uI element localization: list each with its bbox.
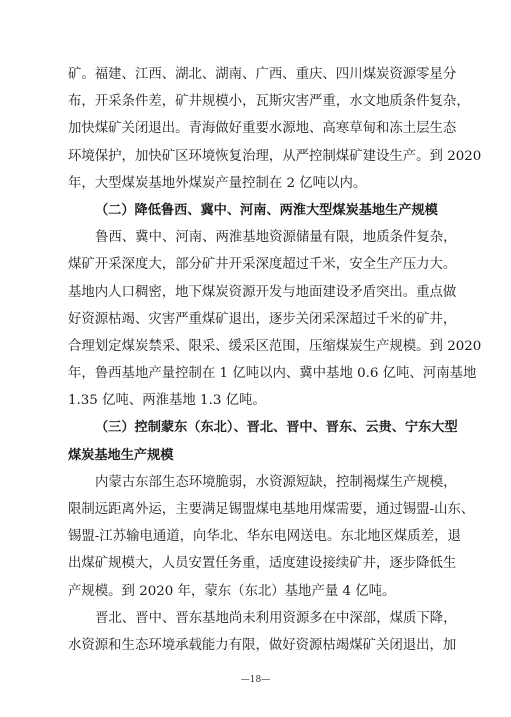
text-line: 合理划定煤炭禁采、限采、缓采区范围，压缩煤炭生产规模。到 2020	[68, 338, 482, 354]
text-line: 好资源枯竭、灾害严重煤矿退出，逐步关闭采深超过千米的矿井，	[68, 311, 457, 327]
page-number: —18—	[240, 675, 271, 685]
text-line: 布，开采条件差，矿井规模小，瓦斯灾害严重，水文地质条件复杂，	[68, 94, 470, 110]
text-line: 加快煤矿关闭退出。青海做好重要水源地、高寒草甸和冻土层生态	[68, 121, 457, 137]
text-line: 限制远距离外运，主要满足锡盟煤电基地用煤需要，通过锡盟-山东、	[68, 502, 475, 517]
text-line: 水资源和生态环境承载能力有限，做好资源枯竭煤矿关闭退出，加	[68, 637, 457, 653]
text-line: 产规模。到 2020 年，蒙东（东北）基地产量 4 亿吨。	[68, 583, 396, 599]
section-heading-continued: 煤炭基地生产规模	[68, 447, 174, 463]
text-line: 出煤矿规模大，人员安置任务重，适度建设接续矿井，逐步降低生	[68, 556, 457, 572]
text-line: 煤矿开采深度大，部分矿井开采深度超过千米，安全生产压力大。	[68, 257, 457, 273]
section-heading: （二）降低鲁西、冀中、河南、两淮大型煤炭基地生产规模	[95, 202, 438, 218]
text-line: 矿。福建、江西、湖北、湖南、广西、重庆、四川煤炭资源零星分	[68, 67, 457, 82]
text-line: 鲁西、冀中、河南、两淮基地资源储量有限，地质条件复杂，	[95, 230, 457, 246]
text-line: 1.35 亿吨、两淮基地 1.3 亿吨。	[68, 393, 266, 409]
text-line: 锡盟-江苏输电通道，向华北、华东电网送电。东北地区煤质差，退	[68, 529, 461, 545]
text-line: 年，大型煤炭基地外煤炭产量控制在 2 亿吨以内。	[68, 175, 367, 191]
body-text	[68, 61, 482, 659]
section-heading: （三）控制蒙东（东北）、晋北、晋中、晋东、云贵、宁东大型	[95, 420, 458, 436]
text-line: 基地内人口稠密，地下煤炭资源开发与地面建设矛盾突出。重点做	[68, 284, 457, 300]
text-line: 晋北、晋中、晋东基地尚未利用资源多在中深部，煤质下降，	[95, 610, 457, 626]
text-line: 年，鲁西基地产量控制在 1 亿吨以内、冀中基地 0.6 亿吨、河南基地	[68, 366, 477, 382]
text-line: 环境保护，加快矿区环境恢复治理，从严控制煤矿建设生产。到 2020	[68, 148, 482, 164]
text-line: 内蒙古东部生态环境脆弱，水资源短缺，控制褐煤生产规模，	[95, 474, 457, 490]
